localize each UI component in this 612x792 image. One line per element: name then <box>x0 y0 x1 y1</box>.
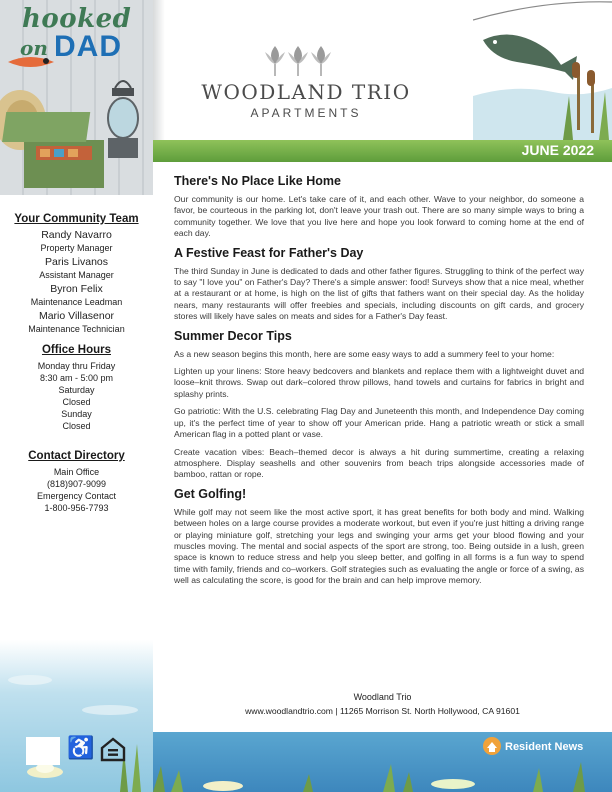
team-member-role: Maintenance Technician <box>28 324 125 334</box>
dad-logo-text: DAD <box>54 30 122 63</box>
article-title: Summer Decor Tips <box>174 328 292 343</box>
team-member-role: Property Manager <box>40 243 113 253</box>
team-member-name: Byron Felix <box>50 283 103 295</box>
community-team-heading: Your Community Team <box>14 213 139 225</box>
article-paragraph: Create vacation vibes: Beach–themed decor is always a hit during summertime, creating a relaxing atmosphere. Display seashells and other souvenirs from beach trips alongside accessories made of bamboo, rattan or rope. <box>174 446 584 480</box>
article-paragraph: Our community is our home. Let's take care of it, and each other. Wave to your neighbor, do someone a favor, be courteous in the parking lot, don't leave your trash out. There are so many simple ways to bring a community together. We love that you live here and hope you look forward to coming home at the end of each day. <box>174 194 584 239</box>
office-hours-line: Closed <box>62 421 91 431</box>
office-hours-line: Monday thru Friday <box>37 361 116 371</box>
office-hours-line: Sunday <box>61 409 92 419</box>
article-paragraph: While golf may not seem like the most active sport, it has great benefits for both body and mind. Walking between holes on a large course provides a moderate workout, but even if you're just hitting a driving range or playing miniature golf, stretching your legs and swinging your arms get your blood flowing and your muscles moving. The mental and social aspects of the sport are strong, too. Being outside in a lush, green space is known to reduce stress and help you sleep better, and golfing in all forms is a fun way to spend time with family, friends and co–workers. Golf strategies such as evaluating the angle or force of a swing, as well as calculating the score, is good for the brain and can help improve memory. <box>174 506 584 586</box>
article-paragraph: As a new season begins this month, here are some easy ways to add a summery feel to your home: <box>174 348 555 359</box>
community-team <box>0 213 153 337</box>
water-lily-icon <box>0 640 153 792</box>
article-golf <box>174 487 584 587</box>
hooked-logo-text: hooked <box>22 4 132 34</box>
team-member-role: Assistant Manager <box>39 270 114 280</box>
article-title: Get Golfing! <box>174 486 247 501</box>
pond-illustration <box>0 640 153 792</box>
team-member-name: Paris Livanos <box>44 256 109 268</box>
team-member-name: Randy Navarro <box>41 229 112 241</box>
office-hours <box>0 344 153 432</box>
wheelchair-accessible-icon: ♿ <box>67 735 95 760</box>
fish-and-reeds-illustration <box>473 0 612 140</box>
article-title: A Festive Feast for Father's Day <box>174 245 364 260</box>
team-member <box>0 310 153 335</box>
masthead <box>153 0 612 162</box>
team-member <box>0 229 153 254</box>
footer-contact-info[interactable]: www.woodlandtrio.com | 11265 Morrison St. North Hollywood, CA 91601 <box>245 706 520 716</box>
article-title: There's No Place Like Home <box>174 174 341 188</box>
reeds-illustration <box>153 760 612 792</box>
article-paragraph: Go patriotic: With the U.S. celebrating Flag Day and Juneteenth this month, and Independence Day coming up, it's the perfect time of year to show off your American pride. Hang a patriotic wreath or stick a small American flag in a potted plant or vase. <box>174 406 584 440</box>
on-logo-text: on <box>20 36 48 60</box>
newsletter-articles <box>174 174 584 593</box>
contact-directory-heading: Contact Directory <box>28 450 125 462</box>
article-paragraph: Lighten up your linens: Store heavy bedcovers and blankets and replace them with a lightweight duvet and loose–knit throws. Swap out dark–colored throw pillows, hand towels and curtains for fabrics in bright and splashy prints. <box>174 366 584 399</box>
article-paragraph: The third Sunday in June is dedicated to dads and other father figures. Struggling to think of the perfect way to say "I love you" on Father's Day? There's a simple answer: food! Surveys show that a nice meal, whether at a restaurant or at home, is high on the list of gifts that fathers want on their special day. As the holiday nears, many restaurants will offer freebies and specials, including discounts on gift cards, and grocery stores will likely have sales on meats and sides for a Father's Day feast. <box>174 265 584 322</box>
equal-housing-opportunity-icon <box>100 736 126 762</box>
team-member <box>0 283 153 308</box>
property-name: WOODLAND TRIO <box>201 80 411 104</box>
three-leaves-logo-icon <box>263 44 333 78</box>
office-hours-line: Closed <box>62 397 91 407</box>
article-home <box>174 174 584 240</box>
team-member-role: Maintenance Leadman <box>30 297 123 307</box>
resident-news-label: Resident News <box>505 741 584 753</box>
issue-date: JUNE 2022 <box>521 142 594 158</box>
office-hours-line: 8:30 am - 5:00 pm <box>39 373 114 383</box>
sidebar <box>0 0 153 792</box>
resident-news-logo-icon <box>482 736 502 756</box>
article-summer-decor <box>174 329 584 481</box>
footer-property-name: Woodland Trio <box>353 692 412 702</box>
office-hours-heading: Office Hours <box>41 344 111 356</box>
property-subtitle: APARTMENTS <box>250 106 362 120</box>
office-hours-line: Saturday <box>58 385 95 395</box>
blank-box <box>26 737 60 765</box>
team-member-name: Mario Villasenor <box>38 310 115 322</box>
contact-line: Emergency Contact <box>36 491 117 501</box>
contact-directory <box>0 450 153 514</box>
contact-phone[interactable]: 1-800-956-7793 <box>44 503 109 513</box>
article-fathers-day <box>174 246 584 323</box>
contact-phone[interactable]: (818)907-9099 <box>46 479 107 489</box>
team-member <box>0 256 153 281</box>
contact-line: Main Office <box>53 467 100 477</box>
